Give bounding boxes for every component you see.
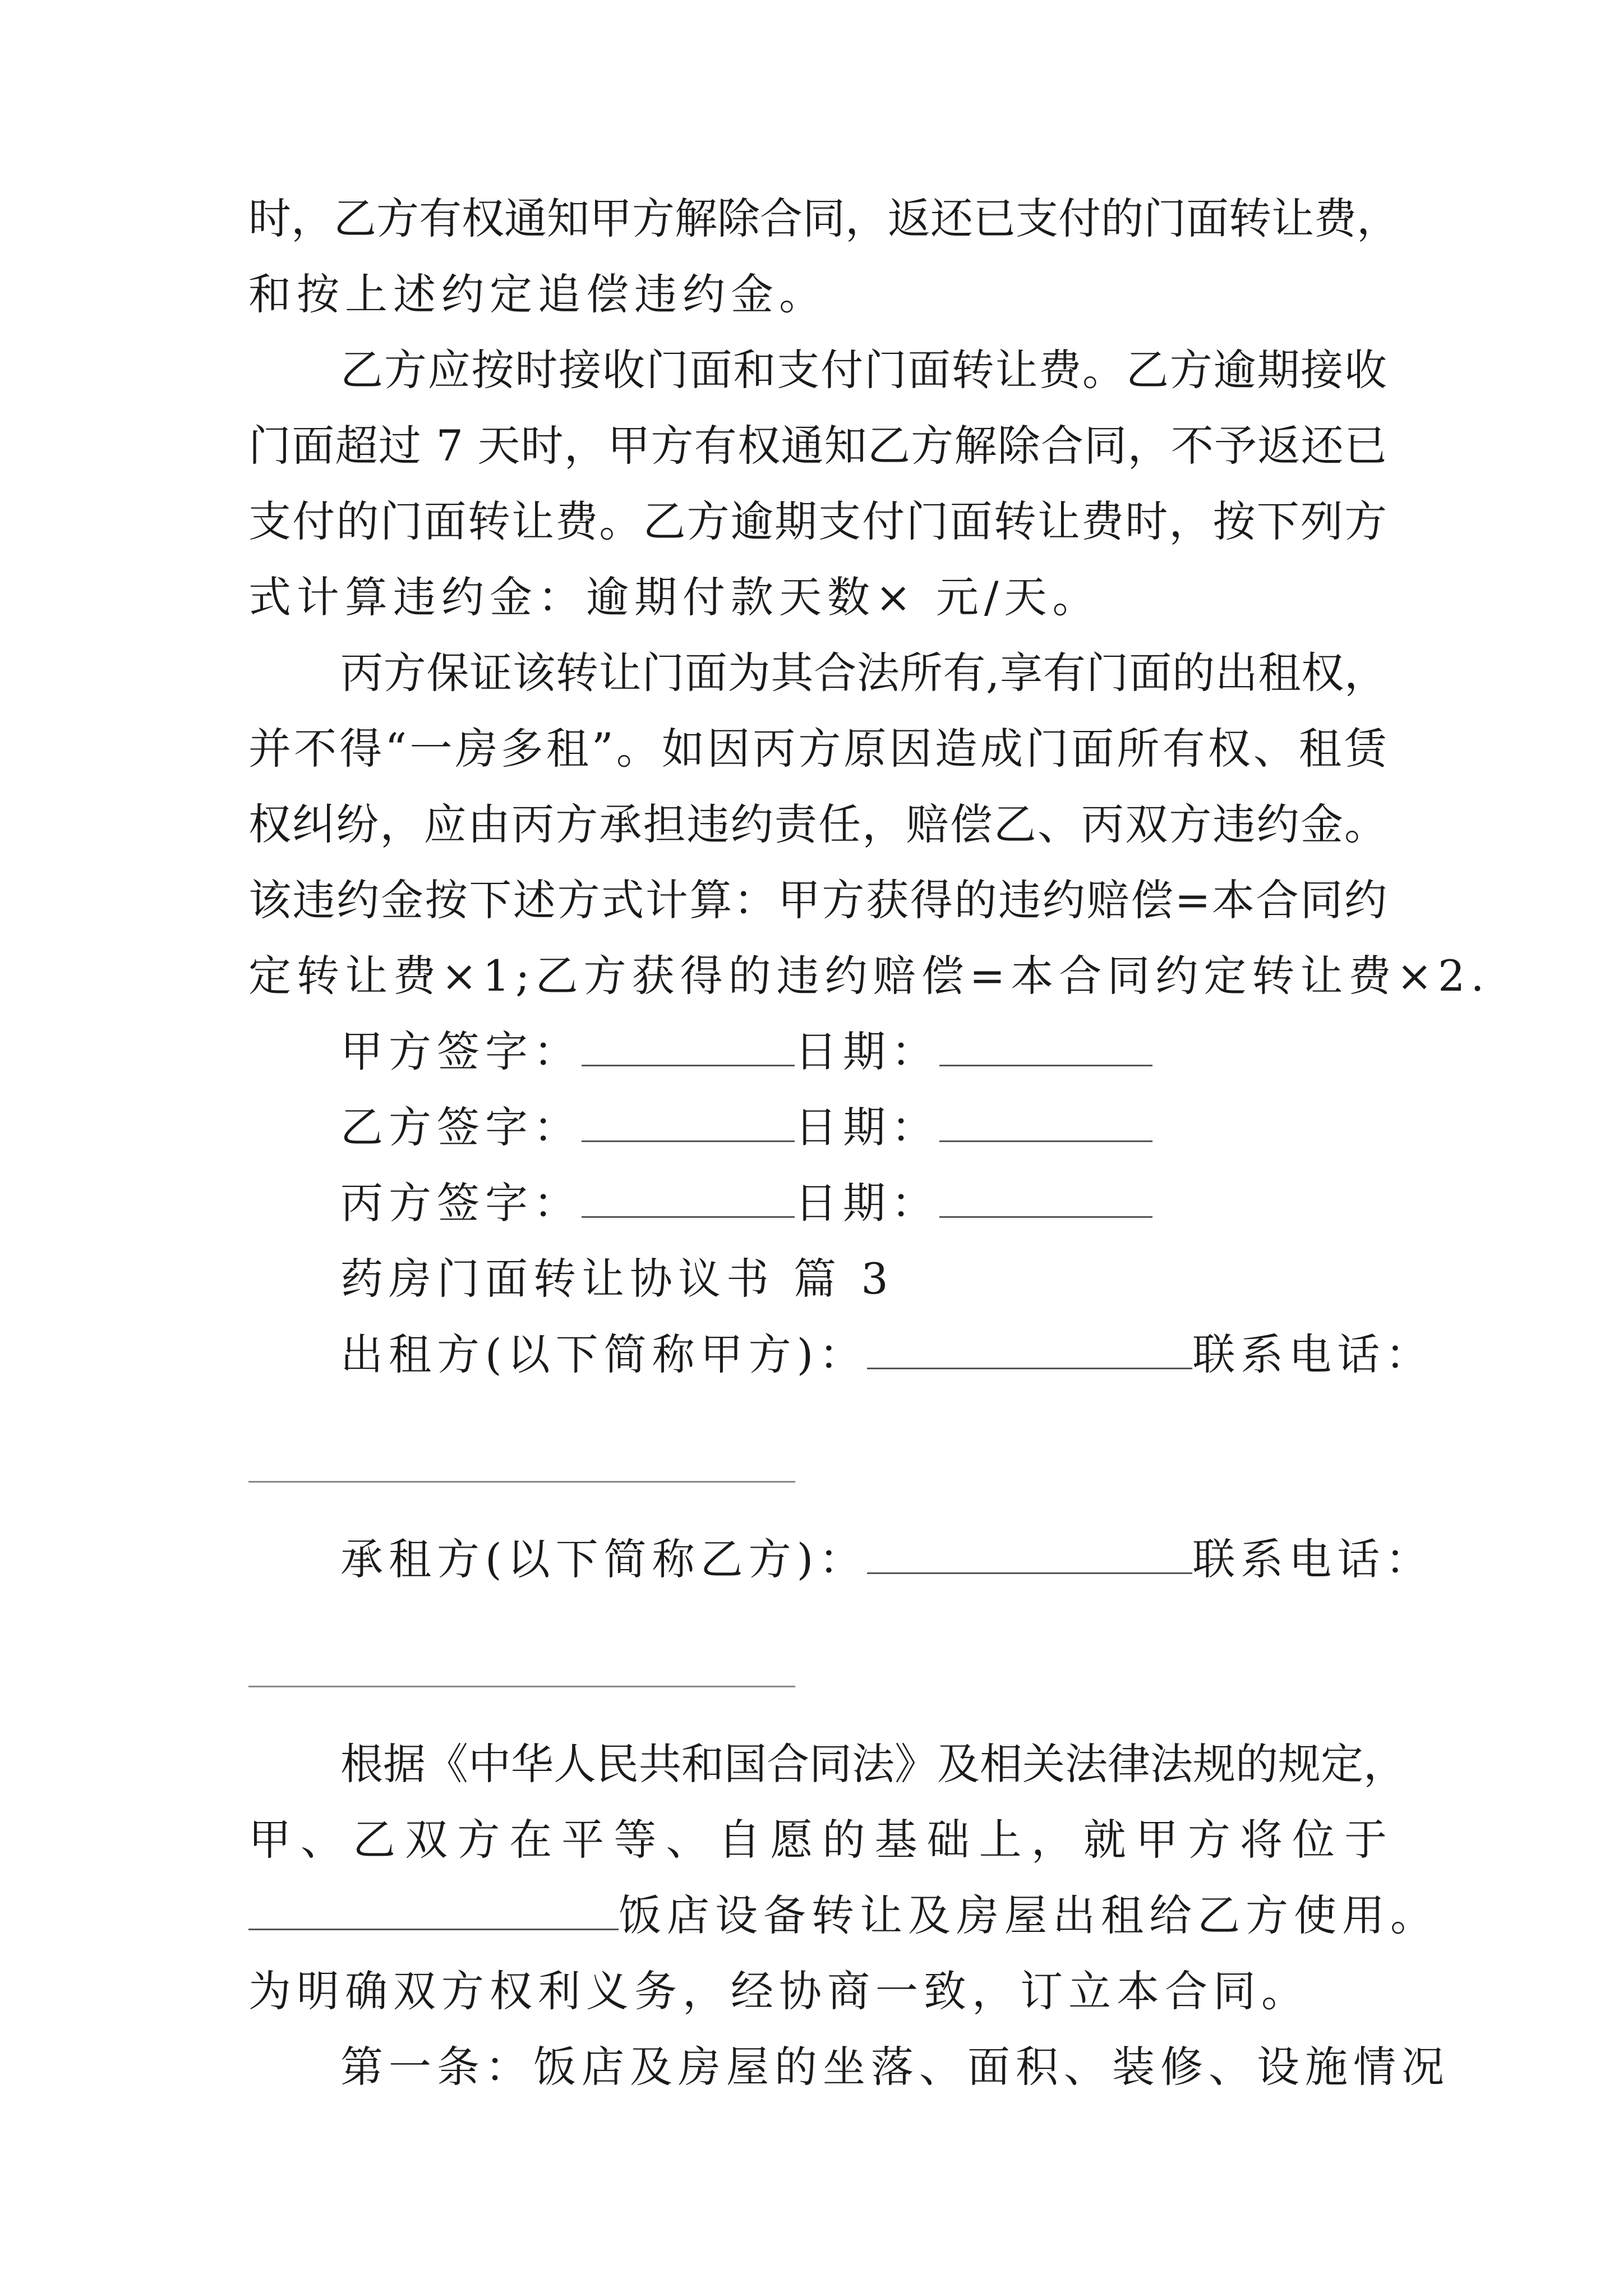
paragraph-line: 丙方保证该转让门面为其合法所有,享有门面的出租权， bbox=[340, 648, 1387, 698]
paragraph-line: 为明确双方权利义务，经协商一致，订立本合同。 bbox=[248, 1966, 1310, 2016]
signature-row-party-a bbox=[340, 1024, 1152, 1080]
paragraph-line: 支付的门面转让费。乙方逾期支付门面转让费时，按下列方 bbox=[248, 496, 1387, 546]
paragraph-line: 和按上述约定追偿违约金。 bbox=[248, 269, 827, 319]
paragraph-line: 并不得“一房多租”。如因丙方原因造成门面所有权、租赁 bbox=[248, 724, 1387, 774]
paragraph-line: 乙方应按时接收门面和支付门面转让费。乙方逾期接收 bbox=[340, 345, 1387, 395]
signature-blank[interactable] bbox=[582, 1029, 795, 1066]
paragraph-line: 甲、乙双方在平等、自愿的基础上，就甲方将位于 bbox=[248, 1815, 1387, 1865]
paragraph-line: 门面超过 7 天时，甲方有权通知乙方解除合同，不予返还已 bbox=[248, 421, 1387, 471]
lessor-label: 出租方(以下简称甲方)： bbox=[340, 1329, 868, 1379]
signature-row-party-c bbox=[340, 1175, 1152, 1231]
signature-label: 甲方签字： bbox=[340, 1027, 582, 1076]
date-blank[interactable] bbox=[939, 1029, 1152, 1066]
lessor-phone-blank[interactable] bbox=[248, 1481, 795, 1483]
lessee-phone-label: 联系电话： bbox=[1192, 1534, 1434, 1584]
signature-label: 丙方签字： bbox=[340, 1178, 582, 1228]
date-label: 日期： bbox=[795, 1178, 939, 1228]
signature-label: 乙方签字： bbox=[340, 1102, 582, 1152]
date-label: 日期： bbox=[795, 1027, 939, 1076]
lessor-phone-label: 联系电话： bbox=[1192, 1329, 1434, 1379]
section-title: 药房门面转让协议书 篇 3 bbox=[340, 1254, 894, 1304]
lessor-row bbox=[340, 1327, 1433, 1383]
date-blank[interactable] bbox=[939, 1105, 1152, 1142]
paragraph-line: 定转让费×1;乙方获得的违约赔偿=本合同约定转让费×2. bbox=[248, 951, 1490, 1001]
paragraph-line: 权纠纷，应由丙方承担违约责任，赔偿乙、丙双方违约金。 bbox=[248, 799, 1387, 849]
paragraph-line: 根据《中华人民共和国合同法》及相关法律法规的规定， bbox=[340, 1739, 1406, 1789]
article-heading: 第一条：饭店及房屋的坐落、面积、装修、设施情况 bbox=[340, 2042, 1450, 2092]
date-blank[interactable] bbox=[939, 1180, 1152, 1218]
signature-row-party-b bbox=[340, 1099, 1152, 1156]
lessee-name-blank[interactable] bbox=[867, 1536, 1192, 1574]
paragraph-line: 式计算违约金：逾期付款天数× 元/天。 bbox=[248, 572, 1101, 622]
location-blank[interactable] bbox=[248, 1893, 619, 1930]
paragraph-line: 时，乙方有权通知甲方解除合同，返还已支付的门面转让费， bbox=[248, 194, 1399, 243]
date-label: 日期： bbox=[795, 1102, 939, 1152]
signature-blank[interactable] bbox=[582, 1180, 795, 1218]
lessee-label: 承租方(以下简称乙方)： bbox=[340, 1534, 868, 1584]
signature-blank[interactable] bbox=[582, 1105, 795, 1142]
paragraph-line: 该违约金按下述方式计算：甲方获得的违约赔偿=本合同约 bbox=[248, 875, 1387, 925]
lessee-phone-blank[interactable] bbox=[248, 1686, 795, 1687]
location-text: 饭店设备转让及房屋出租给乙方使用。 bbox=[619, 1890, 1438, 1940]
lessee-row bbox=[340, 1531, 1433, 1588]
lessor-name-blank[interactable] bbox=[867, 1332, 1192, 1369]
paragraph-line bbox=[248, 1888, 1438, 1944]
